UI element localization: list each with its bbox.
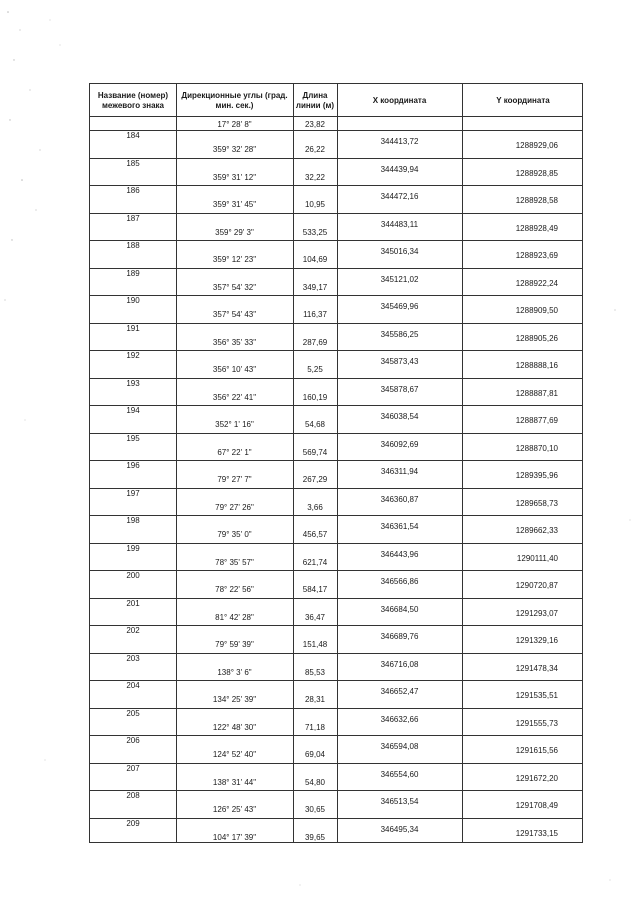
length-cell: 569,74 [302, 447, 328, 457]
length-cell: 39,65 [304, 832, 326, 842]
length-cell: 3,66 [307, 502, 323, 512]
x-coordinate-cell: 346513,54 [380, 797, 419, 806]
angle-cell: 359° 29' 3" [215, 227, 254, 237]
length-cell: 349,17 [302, 282, 328, 292]
point-name-cell: 194 [126, 406, 140, 415]
y-coordinate-cell: 1291555,73 [515, 718, 558, 728]
angle-cell: 104° 17' 39" [212, 832, 257, 842]
header-length: Длина линии (м) [295, 90, 335, 110]
length-cell: 71,18 [304, 722, 326, 732]
length-cell: 533,25 [302, 227, 328, 237]
point-name-cell: 203 [126, 653, 140, 663]
x-coordinate-cell: 346311,94 [380, 467, 419, 476]
angle-cell: 79° 27' 26" [215, 502, 254, 512]
angle-cell: 138° 3' 6" [217, 667, 252, 677]
angle-cell: 124° 52' 40" [212, 750, 257, 759]
length-cell: 151,48 [302, 640, 328, 649]
x-coordinate-cell: 344439,94 [380, 164, 419, 174]
x-coordinate-cell: 346566,86 [380, 577, 419, 586]
point-name-cell: 199 [126, 543, 140, 553]
x-coordinate-cell: 345878,67 [380, 384, 419, 394]
boundary-coordinates-table [89, 83, 583, 843]
point-name-cell: 201 [126, 598, 140, 608]
y-coordinate-cell: 1289662,33 [515, 526, 558, 535]
y-coordinate-cell: 1290720,87 [515, 581, 558, 590]
angle-cell: 67° 22' 1" [217, 447, 252, 457]
y-coordinate-cell: 1288905,26 [515, 333, 558, 343]
length-cell: 621,74 [302, 557, 328, 567]
angle-cell: 356° 22' 41" [212, 392, 257, 402]
length-cell: 267,29 [302, 475, 328, 484]
length-cell: 26,22 [304, 145, 326, 154]
angle-cell: 359° 12' 23" [212, 255, 257, 264]
point-name-cell: 197 [126, 488, 140, 498]
y-coordinate-cell: 1288928,58 [515, 196, 558, 205]
y-coordinate-cell: 1291615,56 [515, 746, 558, 755]
x-coordinate-cell: 344483,11 [380, 219, 419, 229]
header-name: Название (номер) межевого знака [97, 90, 169, 110]
y-coordinate-cell: 1289658,73 [515, 498, 558, 508]
angle-cell: 356° 35' 33" [212, 337, 257, 347]
y-coordinate-cell: 1288928,85 [515, 168, 558, 178]
point-name-cell: 186 [126, 186, 140, 195]
x-coordinate-cell: 346361,54 [380, 522, 419, 531]
y-coordinate-cell: 1288929,06 [515, 141, 558, 150]
header-y: Y координата [496, 95, 550, 105]
angle-cell: 357° 54' 43" [212, 310, 257, 319]
x-coordinate-cell: 346038,54 [380, 412, 419, 421]
point-name-cell: 200 [126, 571, 140, 580]
angle-cell: 122° 48' 30" [212, 722, 257, 732]
length-cell: 116,37 [303, 310, 327, 319]
x-coordinate-cell: 346689,76 [380, 632, 419, 641]
y-coordinate-cell: 1291329,16 [515, 636, 558, 645]
point-name-cell: 208 [126, 791, 140, 800]
table-header [90, 84, 582, 117]
y-coordinate-cell: 1290111,40 [516, 553, 558, 563]
x-coordinate-cell: 346684,50 [380, 604, 419, 614]
angle-cell: 79° 27' 7" [217, 475, 252, 484]
y-coordinate-cell: 1291293,07 [515, 608, 558, 618]
length-cell: 10,95 [304, 200, 326, 209]
y-coordinate-cell: 1288922,24 [515, 278, 558, 288]
angle-cell: 359° 31' 45" [212, 200, 257, 209]
angle-cell: 138° 31' 44" [212, 777, 257, 787]
y-coordinate-cell: 1288923,69 [515, 251, 558, 260]
y-coordinate-cell: 1288887,81 [515, 388, 558, 398]
x-coordinate-cell: 346360,87 [380, 494, 419, 504]
x-coordinate-cell: 346554,60 [380, 769, 419, 779]
length-cell: 54,68 [304, 420, 326, 429]
x-coordinate-cell: 345586,25 [380, 329, 419, 339]
point-name-cell: 191 [126, 323, 140, 333]
length-cell: 32,22 [304, 172, 326, 182]
point-name-cell: 190 [126, 296, 140, 305]
header-x: X координата [372, 95, 427, 105]
angle-cell: 78° 22' 56" [215, 585, 254, 594]
length-cell: 36,47 [304, 612, 326, 622]
length-cell: 5,25 [307, 365, 323, 374]
x-coordinate-cell: 346594,08 [380, 742, 419, 751]
y-coordinate-cell: 1291672,20 [515, 773, 558, 783]
point-name-cell: 189 [126, 268, 140, 278]
point-name-cell: 207 [126, 763, 140, 773]
point-name-cell: 195 [126, 433, 140, 443]
length-cell: 584,17 [302, 585, 328, 594]
x-coordinate-cell: 346652,47 [380, 687, 419, 696]
x-coordinate-cell: 345121,02 [380, 274, 419, 284]
angle-cell: 79° 35' 0" [217, 530, 252, 539]
y-coordinate-cell: 1288928,49 [515, 223, 558, 233]
length-cell: 85,53 [304, 667, 326, 677]
length-cell: 23,82 [304, 120, 326, 129]
length-cell: 104,69 [302, 255, 328, 264]
point-name-cell: 192 [126, 351, 140, 360]
x-coordinate-cell: 346495,34 [380, 824, 419, 834]
angle-cell: 81° 42' 28" [215, 612, 254, 622]
y-coordinate-cell: 1288888,16 [515, 361, 558, 370]
x-coordinate-cell: 346716,08 [380, 659, 419, 669]
point-name-cell: 188 [126, 241, 140, 250]
x-coordinate-cell: 346443,96 [380, 549, 419, 559]
angle-cell: 357° 54' 32" [212, 282, 257, 292]
point-name-cell: 185 [126, 158, 140, 168]
point-name-cell: 205 [126, 708, 140, 718]
point-name-cell: 198 [126, 516, 140, 525]
angle-cell: 78° 35' 57" [215, 557, 254, 567]
header-angle: Дирекционные углы (град. мин. сек.) [181, 90, 288, 110]
x-coordinate-cell: 344413,72 [380, 137, 419, 146]
y-coordinate-cell: 1288877,69 [515, 416, 558, 425]
angle-cell: 79° 59' 39" [215, 640, 254, 649]
y-coordinate-cell: 1291708,49 [515, 801, 558, 810]
x-coordinate-cell: 346092,69 [380, 439, 419, 449]
point-name-cell: 209 [126, 818, 140, 828]
length-cell: 456,57 [302, 530, 328, 539]
x-coordinate-cell: 345016,34 [380, 247, 419, 256]
point-name-cell: 206 [126, 736, 140, 745]
angle-cell: 126° 25' 43" [212, 805, 257, 814]
y-coordinate-cell: 1289395,96 [515, 471, 558, 480]
length-cell: 287,69 [302, 337, 328, 347]
x-coordinate-cell: 345469,96 [380, 302, 419, 311]
length-cell: 69,04 [304, 750, 326, 759]
point-name-cell: 204 [126, 681, 140, 690]
x-coordinate-cell: 345873,43 [380, 357, 419, 366]
point-name-cell: 187 [126, 213, 140, 223]
point-name-cell: 196 [126, 461, 140, 470]
length-cell: 28,31 [304, 695, 326, 704]
x-coordinate-cell: 346632,66 [380, 714, 419, 724]
point-name-cell: 193 [126, 378, 140, 388]
angle-cell: 359° 32' 28" [212, 145, 257, 154]
angle-cell: 134° 25' 39" [212, 695, 257, 704]
angle-cell: 352° 1' 16" [215, 420, 254, 429]
y-coordinate-cell: 1288870,10 [515, 443, 558, 453]
point-name-cell: 184 [126, 131, 140, 140]
angle-cell: 359° 31' 12" [212, 172, 257, 182]
length-cell: 160,19 [302, 392, 328, 402]
length-cell: 30,65 [304, 805, 326, 814]
y-coordinate-cell: 1288909,50 [515, 306, 558, 315]
x-coordinate-cell: 344472,16 [380, 192, 419, 201]
y-coordinate-cell: 1291478,34 [515, 663, 558, 673]
angle-cell: 356° 10' 43" [212, 365, 257, 374]
length-cell: 54,80 [304, 777, 326, 787]
y-coordinate-cell: 1291733,15 [515, 828, 558, 838]
y-coordinate-cell: 1291535,51 [515, 691, 558, 700]
point-name-cell: 202 [126, 626, 140, 635]
angle-cell: 17° 28' 8" [217, 120, 252, 129]
